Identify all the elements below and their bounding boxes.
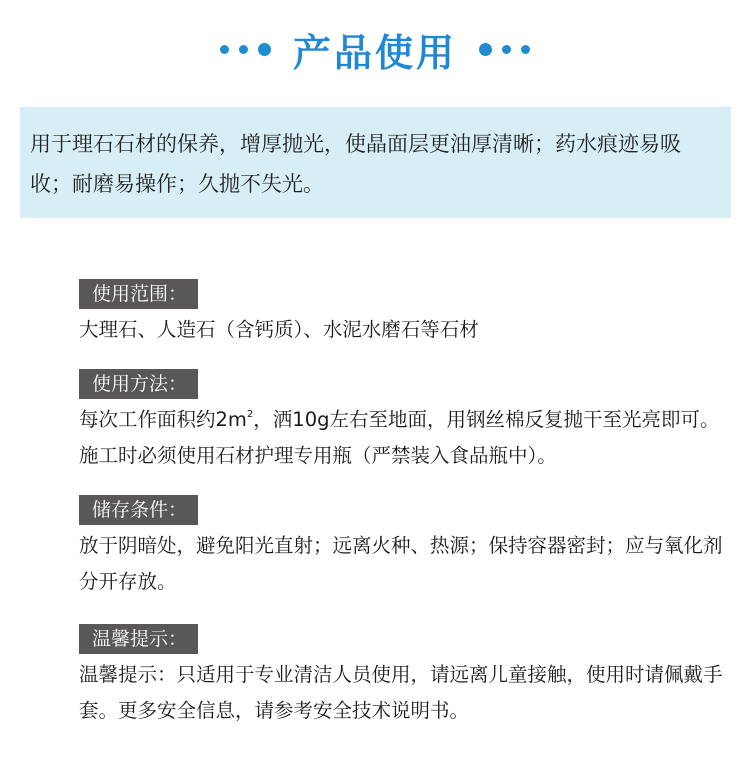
- section-tips: [79, 624, 729, 729]
- section-usage-method: [79, 369, 729, 474]
- section-header: 使用方法：: [79, 369, 198, 399]
- section-body: [79, 402, 729, 474]
- body-text-pre: 每次工作面积约2m: [79, 408, 247, 431]
- section-body: 放于阴暗处，避免阳光直射；远离火种、热源；保持容器密封；应与氧化剂分开存放。: [79, 534, 723, 593]
- dot-icon: [502, 45, 511, 54]
- intro-panel: [20, 107, 731, 218]
- title-row: [0, 18, 750, 80]
- dot-icon: [220, 45, 229, 54]
- left-dots-decoration: [220, 43, 271, 56]
- body-text-post: ，洒10g左右至地面，用钢丝棉反复抛干至光亮即可。施工时必须使用石材护理专用瓶（严禁装入食品瓶中）。: [79, 408, 720, 467]
- section-header: 储存条件：: [79, 495, 198, 525]
- section-storage: [79, 495, 729, 600]
- dot-icon: [239, 45, 248, 54]
- section-body: 大理石、人造石（含钙质）、水泥水磨石等石材: [79, 318, 479, 341]
- superscript-exponent: 2: [246, 409, 254, 420]
- dot-icon: [521, 45, 530, 54]
- section-usage-scope: [79, 279, 729, 348]
- section-header: 温馨提示：: [79, 624, 198, 654]
- section-header: 使用范围：: [79, 279, 198, 309]
- dot-icon: [258, 43, 271, 56]
- dot-icon: [479, 43, 492, 56]
- section-body: 温馨提示：只适用于专业清洁人员使用，请远离儿童接触，使用时请佩戴手套。更多安全信息，请参考安全技术说明书。: [79, 663, 723, 722]
- intro-text: 用于理石石材的保养，增厚抛光，使晶面层更油厚清晰；药水痕迹易吸收；耐磨易操作；久抛不失光。: [30, 132, 681, 196]
- page-title: 产品使用: [292, 30, 457, 75]
- right-dots-decoration: [479, 43, 530, 56]
